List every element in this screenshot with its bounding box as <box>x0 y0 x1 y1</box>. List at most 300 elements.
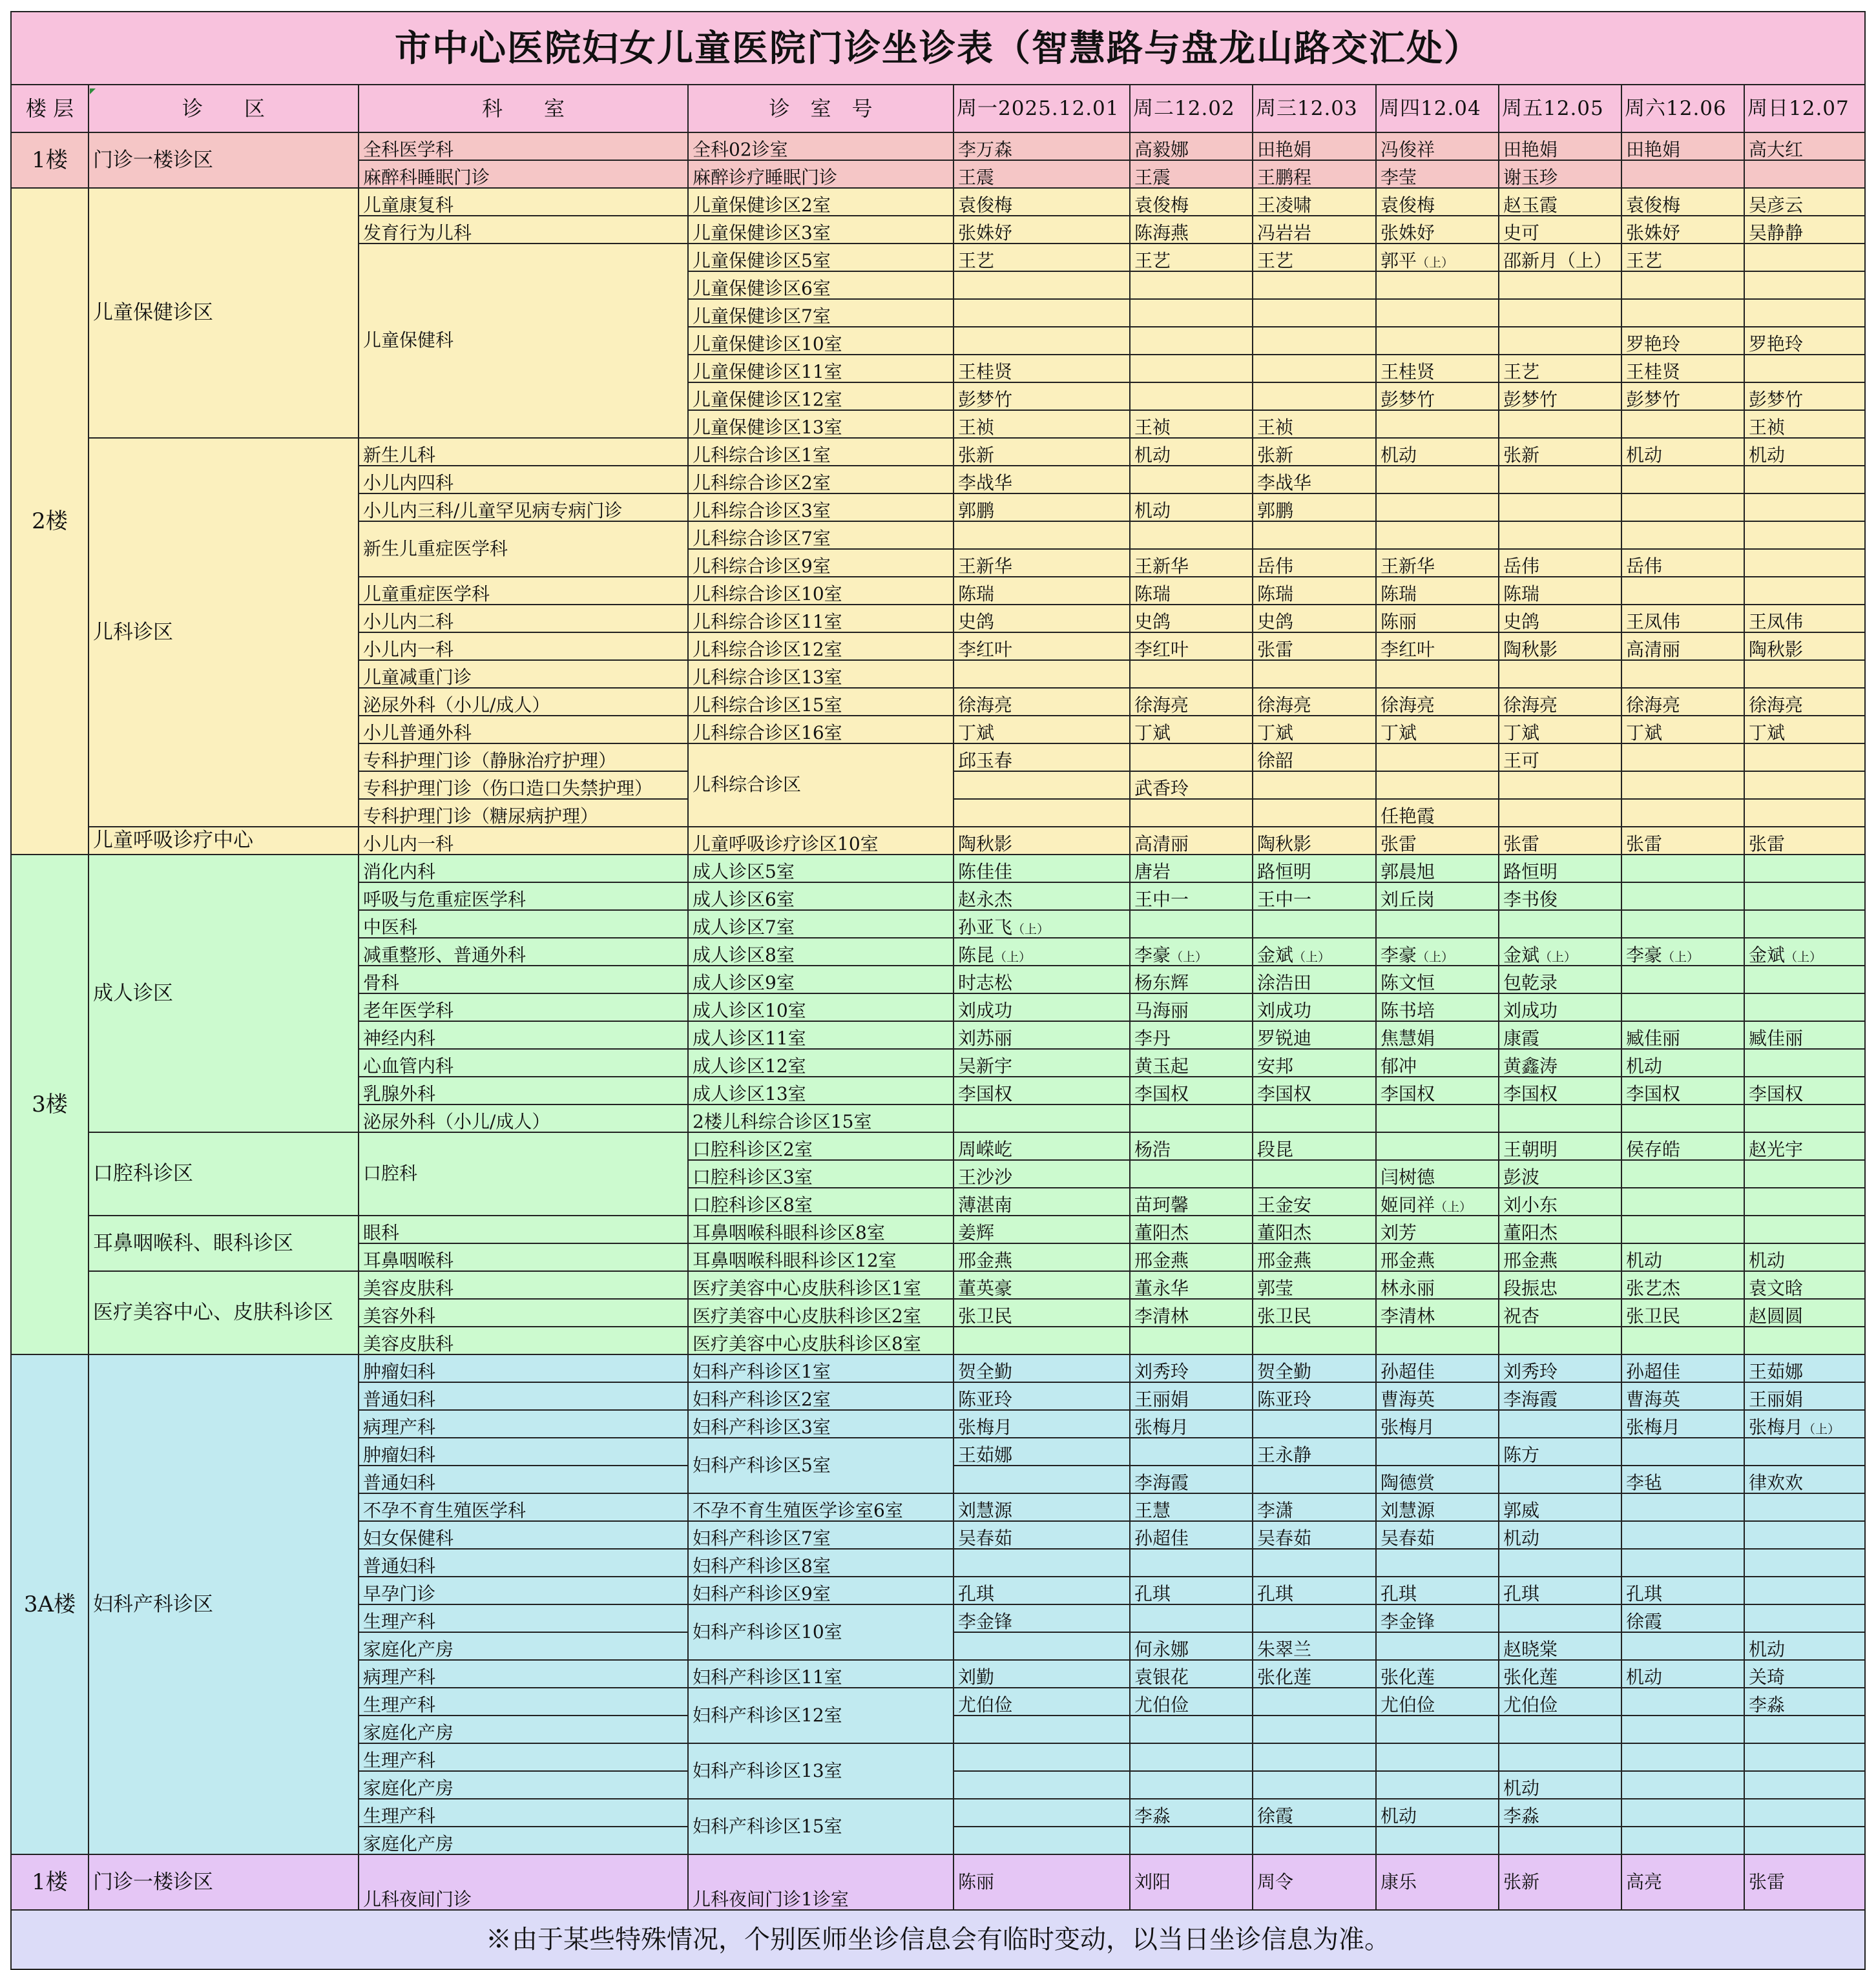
doctor-cell: 李清林 <box>1376 1299 1499 1327</box>
doctor-name: 孙亚飞 <box>958 917 1013 938</box>
doctor-cell: 王新华 <box>1130 549 1253 577</box>
doctor-cell: 张新 <box>1499 438 1621 466</box>
doctor-cell: 机动 <box>1621 438 1744 466</box>
doctor-cell <box>1130 1104 1253 1132</box>
footer-row <box>11 1910 1865 1969</box>
area-cell: 门诊一楼诊区 <box>89 1854 359 1910</box>
half-day-tag: （上） <box>1539 950 1577 964</box>
room-cell: 儿童保健诊区12室 <box>688 382 954 410</box>
doctor-cell <box>1376 327 1499 355</box>
doctor-cell <box>1621 521 1744 549</box>
doctor-cell: 徐海亮 <box>954 688 1130 716</box>
doctor-cell <box>1253 271 1376 299</box>
doctor-cell: 李莹 <box>1376 160 1499 188</box>
doctor-cell: 李国权 <box>954 1077 1130 1104</box>
doctor-name: 金斌 <box>1503 944 1540 966</box>
doctor-cell <box>1744 1827 1865 1854</box>
doctor-cell <box>1130 327 1253 355</box>
doctor-cell <box>1744 271 1865 299</box>
room-cell: 成人诊区8室 <box>688 938 954 966</box>
doctor-cell: 王祯 <box>954 410 1130 438</box>
doctor-cell: 王永静 <box>1253 1438 1376 1466</box>
doctor-cell <box>1499 660 1621 688</box>
dept-cell: 小儿普通外科 <box>359 716 688 743</box>
area-cell: 耳鼻咽喉科、眼科诊区 <box>89 1216 359 1271</box>
doctor-cell: 张雷 <box>1744 1854 1865 1910</box>
doctor-cell: 康霞 <box>1499 1021 1621 1049</box>
doctor-cell: 袁俊梅 <box>1376 188 1499 216</box>
doctor-cell <box>1621 1521 1744 1549</box>
dept-cell: 生理产科 <box>359 1688 688 1716</box>
doctor-cell: 张化莲 <box>1376 1660 1499 1688</box>
room-cell: 成人诊区9室 <box>688 966 954 993</box>
doctor-cell <box>1499 799 1621 827</box>
doctor-cell <box>1253 771 1376 799</box>
doctor-cell <box>1744 1549 1865 1577</box>
dept-cell: 中医科 <box>359 910 688 938</box>
dept-cell: 病理产科 <box>359 1410 688 1438</box>
room-cell: 耳鼻咽喉科眼科诊区12室 <box>688 1243 954 1271</box>
dept-cell: 普通妇科 <box>359 1382 688 1410</box>
doctor-cell: 王震 <box>1130 160 1253 188</box>
doctor-cell <box>1253 1410 1376 1438</box>
doctor-cell <box>1744 1799 1865 1827</box>
doctor-cell: 王凤伟 <box>1744 605 1865 632</box>
doctor-cell: 关琦 <box>1744 1660 1865 1688</box>
room-cell: 儿童保健诊区2室 <box>688 188 954 216</box>
doctor-cell <box>1499 1549 1621 1577</box>
doctor-cell <box>1499 1604 1621 1632</box>
doctor-cell <box>1621 910 1744 938</box>
dept-cell: 专科护理门诊（静脉治疗护理） <box>359 743 688 771</box>
doctor-cell: 李万森 <box>954 132 1130 160</box>
doctor-cell <box>1744 1743 1865 1771</box>
doctor-cell: 王祯 <box>1253 410 1376 438</box>
doctor-cell: 王朝明 <box>1499 1132 1621 1160</box>
doctor-cell <box>954 1549 1130 1577</box>
doctor-cell: 路恒明 <box>1499 855 1621 882</box>
doctor-cell <box>954 1716 1130 1743</box>
doctor-cell <box>1621 771 1744 799</box>
doctor-cell <box>1744 1716 1865 1743</box>
page-title: 市中心医院妇女儿童医院门诊坐诊表（智慧路与盘龙山路交汇处） <box>11 12 1865 85</box>
dept-cell: 老年医学科 <box>359 993 688 1021</box>
dept-cell: 泌尿外科（小儿/成人） <box>359 688 688 716</box>
doctor-cell: 李潇 <box>1253 1493 1376 1521</box>
doctor-cell: 刘勤 <box>954 1660 1130 1688</box>
dept-cell: 眼科 <box>359 1216 688 1243</box>
doctor-cell: 刘秀玲 <box>1130 1354 1253 1382</box>
doctor-cell: 徐韶 <box>1253 743 1376 771</box>
floor-cell: 3A楼 <box>11 1354 89 1854</box>
doctor-cell <box>1253 1466 1376 1493</box>
doctor-cell: 张雷 <box>1253 632 1376 660</box>
doctor-cell <box>1499 1327 1621 1354</box>
doctor-cell: 邢金燕 <box>1130 1243 1253 1271</box>
doctor-cell: 田艳娟 <box>1253 132 1376 160</box>
room-cell: 儿科综合诊区2室 <box>688 466 954 493</box>
doctor-cell <box>1376 299 1499 327</box>
dept-cell: 儿童康复科 <box>359 188 688 216</box>
doctor-cell <box>1621 160 1744 188</box>
room-cell: 成人诊区13室 <box>688 1077 954 1104</box>
doctor-cell: 徐海亮 <box>1744 688 1865 716</box>
room-cell: 医疗美容中心皮肤科诊区2室 <box>688 1299 954 1327</box>
doctor-cell <box>1621 466 1744 493</box>
doctor-cell: 张新 <box>1499 1854 1621 1910</box>
doctor-cell <box>1499 1104 1621 1132</box>
doctor-cell: 刘慧源 <box>954 1493 1130 1521</box>
room-cell: 儿童保健诊区13室 <box>688 410 954 438</box>
doctor-cell <box>1253 1160 1376 1188</box>
doctor-cell: 董永华 <box>1130 1271 1253 1299</box>
room-cell: 儿童保健诊区5室 <box>688 244 954 271</box>
area-cell: 儿童保健诊区 <box>89 188 359 438</box>
doctor-cell <box>1253 910 1376 938</box>
doctor-cell <box>1376 1327 1499 1354</box>
doctor-cell: 张新 <box>1253 438 1376 466</box>
doctor-cell <box>1744 1188 1865 1216</box>
dept-cell: 乳腺外科 <box>359 1077 688 1104</box>
doctor-cell: 赵圆圆 <box>1744 1299 1865 1327</box>
room-cell: 儿科综合诊区11室 <box>688 605 954 632</box>
doctor-cell: 李战华 <box>954 466 1130 493</box>
doctor-cell <box>1130 1716 1253 1743</box>
doctor-cell: 邢金燕 <box>954 1243 1130 1271</box>
dept-cell: 骨科 <box>359 966 688 993</box>
doctor-cell <box>1376 466 1499 493</box>
doctor-cell: 周嵘屹 <box>954 1132 1130 1160</box>
room-cell: 成人诊区10室 <box>688 993 954 1021</box>
doctor-cell <box>1621 1743 1744 1771</box>
half-day-tag: （上） <box>1435 1200 1472 1214</box>
room-cell: 妇科产科诊区9室 <box>688 1577 954 1604</box>
area-cell: 儿童呼吸诊疗中心 <box>89 827 359 855</box>
doctor-cell: 李国权 <box>1376 1077 1499 1104</box>
doctor-cell <box>1499 299 1621 327</box>
doctor-cell <box>1253 1716 1376 1743</box>
doctor-cell: 任艳霞 <box>1376 799 1499 827</box>
doctor-cell: 史可 <box>1499 216 1621 244</box>
dept-cell: 小儿内三科/儿童罕见病专病门诊 <box>359 493 688 521</box>
doctor-cell <box>1621 855 1744 882</box>
room-cell: 儿科综合诊区12室 <box>688 632 954 660</box>
half-day-tag: （上） <box>1171 950 1208 964</box>
doctor-cell: 陶秋影 <box>1253 827 1376 855</box>
doctor-cell: 陶秋影 <box>1499 632 1621 660</box>
doctor-cell <box>954 271 1130 299</box>
doctor-cell <box>1621 966 1744 993</box>
doctor-cell: 徐霞 <box>1621 1604 1744 1632</box>
dept-cell: 家庭化产房 <box>359 1827 688 1854</box>
doctor-cell <box>1744 549 1865 577</box>
doctor-cell <box>1744 355 1865 382</box>
doctor-cell <box>1621 271 1744 299</box>
room-cell: 全科02诊室 <box>688 132 954 160</box>
doctor-cell: 郭威 <box>1499 1493 1621 1521</box>
doctor-cell: 刘阳 <box>1130 1854 1253 1910</box>
schedule-row <box>11 1854 1865 1910</box>
dept-cell: 小儿内二科 <box>359 605 688 632</box>
doctor-cell: 苗珂馨 <box>1130 1188 1253 1216</box>
doctor-cell: 吴春茹 <box>1376 1521 1499 1549</box>
doctor-cell <box>1253 660 1376 688</box>
doctor-cell: 刘成功 <box>954 993 1130 1021</box>
doctor-cell <box>1744 660 1865 688</box>
doctor-cell: 赵玉霞 <box>1499 188 1621 216</box>
doctor-cell: 高大红 <box>1744 132 1865 160</box>
doctor-cell <box>1130 743 1253 771</box>
doctor-cell <box>954 1632 1130 1660</box>
doctor-cell: 王凌啸 <box>1253 188 1376 216</box>
doctor-cell <box>1744 1104 1865 1132</box>
doctor-cell <box>1744 1327 1865 1354</box>
doctor-cell <box>1499 521 1621 549</box>
half-day-tag: （上） <box>994 950 1032 964</box>
doctor-cell: 张雷 <box>1499 827 1621 855</box>
room-cell: 儿科综合诊区9室 <box>688 549 954 577</box>
doctor-cell: 罗艳玲 <box>1744 327 1865 355</box>
doctor-cell: 李海霞 <box>1499 1382 1621 1410</box>
room-cell: 成人诊区7室 <box>688 910 954 938</box>
doctor-cell: 贺全勤 <box>1253 1354 1376 1382</box>
doctor-cell: 杨浩 <box>1130 1132 1253 1160</box>
doctor-cell: 张梅月 <box>954 1410 1130 1438</box>
doctor-cell: 李红叶 <box>954 632 1130 660</box>
doctor-cell: 王凤伟 <box>1621 605 1744 632</box>
doctor-cell: 李国权 <box>1621 1077 1744 1104</box>
header-sat: 周六12.06 <box>1621 85 1744 132</box>
doctor-cell <box>1376 771 1499 799</box>
room-cell: 妇科产科诊区11室 <box>688 1660 954 1688</box>
doctor-cell: 邱玉春 <box>954 743 1130 771</box>
doctor-cell <box>1744 771 1865 799</box>
doctor-cell: 丁斌 <box>954 716 1130 743</box>
dept-cell: 新生儿重症医学科 <box>359 521 688 577</box>
doctor-cell <box>1621 1216 1744 1243</box>
area-cell: 医疗美容中心、皮肤科诊区 <box>89 1271 359 1354</box>
room-cell: 妇科产科诊区7室 <box>688 1521 954 1549</box>
doctor-cell: 史鸽 <box>1253 605 1376 632</box>
doctor-cell: 袁文晗 <box>1744 1271 1865 1299</box>
room-cell: 儿科综合诊区 <box>688 743 954 827</box>
doctor-cell <box>1621 660 1744 688</box>
dept-cell: 生理产科 <box>359 1799 688 1827</box>
doctor-cell <box>1130 1604 1253 1632</box>
doctor-cell: 机动 <box>1130 438 1253 466</box>
doctor-cell <box>1376 1438 1499 1466</box>
schedule-row <box>11 1132 1865 1160</box>
doctor-cell <box>1253 1604 1376 1632</box>
doctor-cell: 陶秋影 <box>1744 632 1865 660</box>
doctor-cell <box>1499 1466 1621 1493</box>
doctor-cell: 孙超佳 <box>1130 1521 1253 1549</box>
room-cell: 麻醉诊疗睡眠门诊 <box>688 160 954 188</box>
doctor-cell: 机动 <box>1376 1799 1499 1827</box>
doctor-cell: 王新华 <box>1376 549 1499 577</box>
doctor-cell: 薄湛南 <box>954 1188 1130 1216</box>
doctor-name: 金斌 <box>1749 944 1786 966</box>
room-cell: 儿科综合诊区16室 <box>688 716 954 743</box>
doctor-cell <box>1376 1632 1499 1660</box>
doctor-cell <box>1744 466 1865 493</box>
doctor-cell <box>1621 743 1744 771</box>
doctor-cell: 马海丽 <box>1130 993 1253 1021</box>
doctor-cell <box>1499 771 1621 799</box>
doctor-cell: 徐海亮 <box>1130 688 1253 716</box>
header-wed: 周三12.03 <box>1253 85 1376 132</box>
doctor-cell: 王新华 <box>954 549 1130 577</box>
doctor-cell <box>1499 466 1621 493</box>
schedule-row <box>11 1216 1865 1243</box>
doctor-cell: 机动 <box>1744 438 1865 466</box>
doctor-cell <box>1376 244 1499 271</box>
doctor-cell: 吴春茹 <box>1253 1521 1376 1549</box>
header-floor: 楼 层 <box>11 85 89 132</box>
doctor-cell: 陈海燕 <box>1130 216 1253 244</box>
doctor-cell: 陈佳佳 <box>954 855 1130 882</box>
doctor-cell <box>1376 1716 1499 1743</box>
room-cell: 医疗美容中心皮肤科诊区8室 <box>688 1327 954 1354</box>
dept-cell: 病理产科 <box>359 1660 688 1688</box>
doctor-cell: 尤伯俭 <box>1130 1688 1253 1716</box>
header-mon: 周一2025.12.01 <box>954 85 1130 132</box>
half-day-tag: （上） <box>1417 950 1454 964</box>
half-day-tag: （上） <box>1785 950 1822 964</box>
doctor-cell <box>1744 1216 1865 1243</box>
doctor-cell <box>1130 799 1253 827</box>
dept-cell: 儿科夜间门诊 <box>359 1854 688 1910</box>
half-day-tag: （上） <box>1012 922 1050 937</box>
dept-cell: 神经内科 <box>359 1021 688 1049</box>
doctor-cell: 吴春茹 <box>954 1521 1130 1549</box>
schedule-sheet <box>10 11 1864 1970</box>
doctor-cell <box>1376 938 1499 966</box>
doctor-cell: 李淼 <box>1130 1799 1253 1827</box>
doctor-cell <box>1744 966 1865 993</box>
room-cell: 儿童保健诊区3室 <box>688 216 954 244</box>
doctor-cell: 高清丽 <box>1130 827 1253 855</box>
doctor-cell <box>1621 1799 1744 1827</box>
doctor-cell: 王丽娟 <box>1744 1382 1865 1410</box>
doctor-cell: 王桂贤 <box>1621 355 1744 382</box>
doctor-cell: 李书俊 <box>1499 882 1621 910</box>
doctor-cell: 张艺杰 <box>1621 1271 1744 1299</box>
doctor-cell <box>1621 299 1744 327</box>
doctor-cell: 张卫民 <box>1621 1299 1744 1327</box>
doctor-cell: 彭梦竹 <box>954 382 1130 410</box>
doctor-cell <box>1499 1743 1621 1771</box>
doctor-cell <box>1499 1716 1621 1743</box>
doctor-cell <box>1253 1827 1376 1854</box>
doctor-cell: 陈方 <box>1499 1438 1621 1466</box>
doctor-cell: 张梅月 <box>1376 1410 1499 1438</box>
cell-comment-marker <box>90 88 96 94</box>
doctor-cell: 董阳杰 <box>1499 1216 1621 1243</box>
doctor-cell: 张化莲 <box>1499 1660 1621 1688</box>
dept-cell: 儿童重症医学科 <box>359 577 688 605</box>
doctor-cell: 罗艳玲 <box>1621 327 1744 355</box>
doctor-cell: 王桂贤 <box>1376 355 1499 382</box>
doctor-cell: 田艳娟 <box>1499 132 1621 160</box>
doctor-cell: 高毅娜 <box>1130 132 1253 160</box>
doctor-cell <box>1744 855 1865 882</box>
doctor-cell: 徐海亮 <box>1253 688 1376 716</box>
doctor-cell: 赵光宇 <box>1744 1132 1865 1160</box>
room-cell: 儿科夜间门诊1诊室 <box>688 1854 954 1910</box>
doctor-cell: 王鹏程 <box>1253 160 1376 188</box>
doctor-cell <box>1130 299 1253 327</box>
doctor-cell <box>1621 882 1744 910</box>
doctor-cell: 陈瑞 <box>1253 577 1376 605</box>
doctor-cell <box>1376 1188 1499 1216</box>
doctor-cell <box>1621 410 1744 438</box>
footer-note: ※由于某些特殊情况，个别医师坐诊信息会有临时变动，以当日坐诊信息为准。 <box>11 1910 1865 1969</box>
doctor-cell <box>1744 882 1865 910</box>
doctor-cell <box>1621 493 1744 521</box>
doctor-cell <box>1621 1188 1744 1216</box>
doctor-cell: 刘芳 <box>1376 1216 1499 1243</box>
doctor-cell: 郁冲 <box>1376 1049 1499 1077</box>
doctor-cell: 臧佳丽 <box>1744 1021 1865 1049</box>
doctor-cell: 张化莲 <box>1253 1660 1376 1688</box>
doctor-cell <box>1130 382 1253 410</box>
doctor-cell: 张雷 <box>1621 827 1744 855</box>
doctor-cell <box>1376 521 1499 549</box>
doctor-cell: 孔琪 <box>1621 1577 1744 1604</box>
doctor-cell: 机动 <box>1376 438 1499 466</box>
floor-cell: 3楼 <box>11 855 89 1354</box>
doctor-cell: 刘小东 <box>1499 1188 1621 1216</box>
doctor-cell: 张雷 <box>1744 827 1865 855</box>
room-cell: 儿童呼吸诊疗诊区10室 <box>688 827 954 855</box>
doctor-name: 陈昆 <box>958 944 995 966</box>
doctor-cell <box>1253 521 1376 549</box>
doctor-cell: 徐海亮 <box>1376 688 1499 716</box>
doctor-cell: 孔琪 <box>954 1577 1130 1604</box>
doctor-cell <box>1621 577 1744 605</box>
doctor-cell: 孔琪 <box>1376 1577 1499 1604</box>
doctor-cell: 董阳杰 <box>1253 1216 1376 1243</box>
doctor-cell: 李国权 <box>1499 1077 1621 1104</box>
doctor-cell <box>954 1771 1130 1799</box>
room-cell: 口腔科诊区3室 <box>688 1160 954 1188</box>
doctor-cell <box>954 1743 1130 1771</box>
doctor-cell <box>1253 327 1376 355</box>
doctor-cell: 冯岩岩 <box>1253 216 1376 244</box>
doctor-cell: 王茹娜 <box>954 1438 1130 1466</box>
doctor-cell <box>1376 1549 1499 1577</box>
dept-cell: 生理产科 <box>359 1743 688 1771</box>
schedule-row <box>11 1271 1865 1299</box>
area-cell: 儿科诊区 <box>89 438 359 827</box>
header-tue: 周二12.02 <box>1130 85 1253 132</box>
doctor-cell <box>1253 299 1376 327</box>
doctor-cell: 袁俊梅 <box>954 188 1130 216</box>
dept-cell: 家庭化产房 <box>359 1771 688 1799</box>
doctor-cell <box>1130 1160 1253 1188</box>
room-cell: 儿童保健诊区10室 <box>688 327 954 355</box>
doctor-cell: 王艺 <box>1621 244 1744 271</box>
doctor-cell <box>954 1799 1130 1827</box>
dept-cell: 减重整形、普通外科 <box>359 938 688 966</box>
doctor-cell: 张新 <box>954 438 1130 466</box>
room-cell: 妇科产科诊区1室 <box>688 1354 954 1382</box>
doctor-cell: 田艳娟 <box>1621 132 1744 160</box>
doctor-cell: 王可 <box>1499 743 1621 771</box>
doctor-cell <box>1744 799 1865 827</box>
doctor-cell: 张卫民 <box>954 1299 1130 1327</box>
